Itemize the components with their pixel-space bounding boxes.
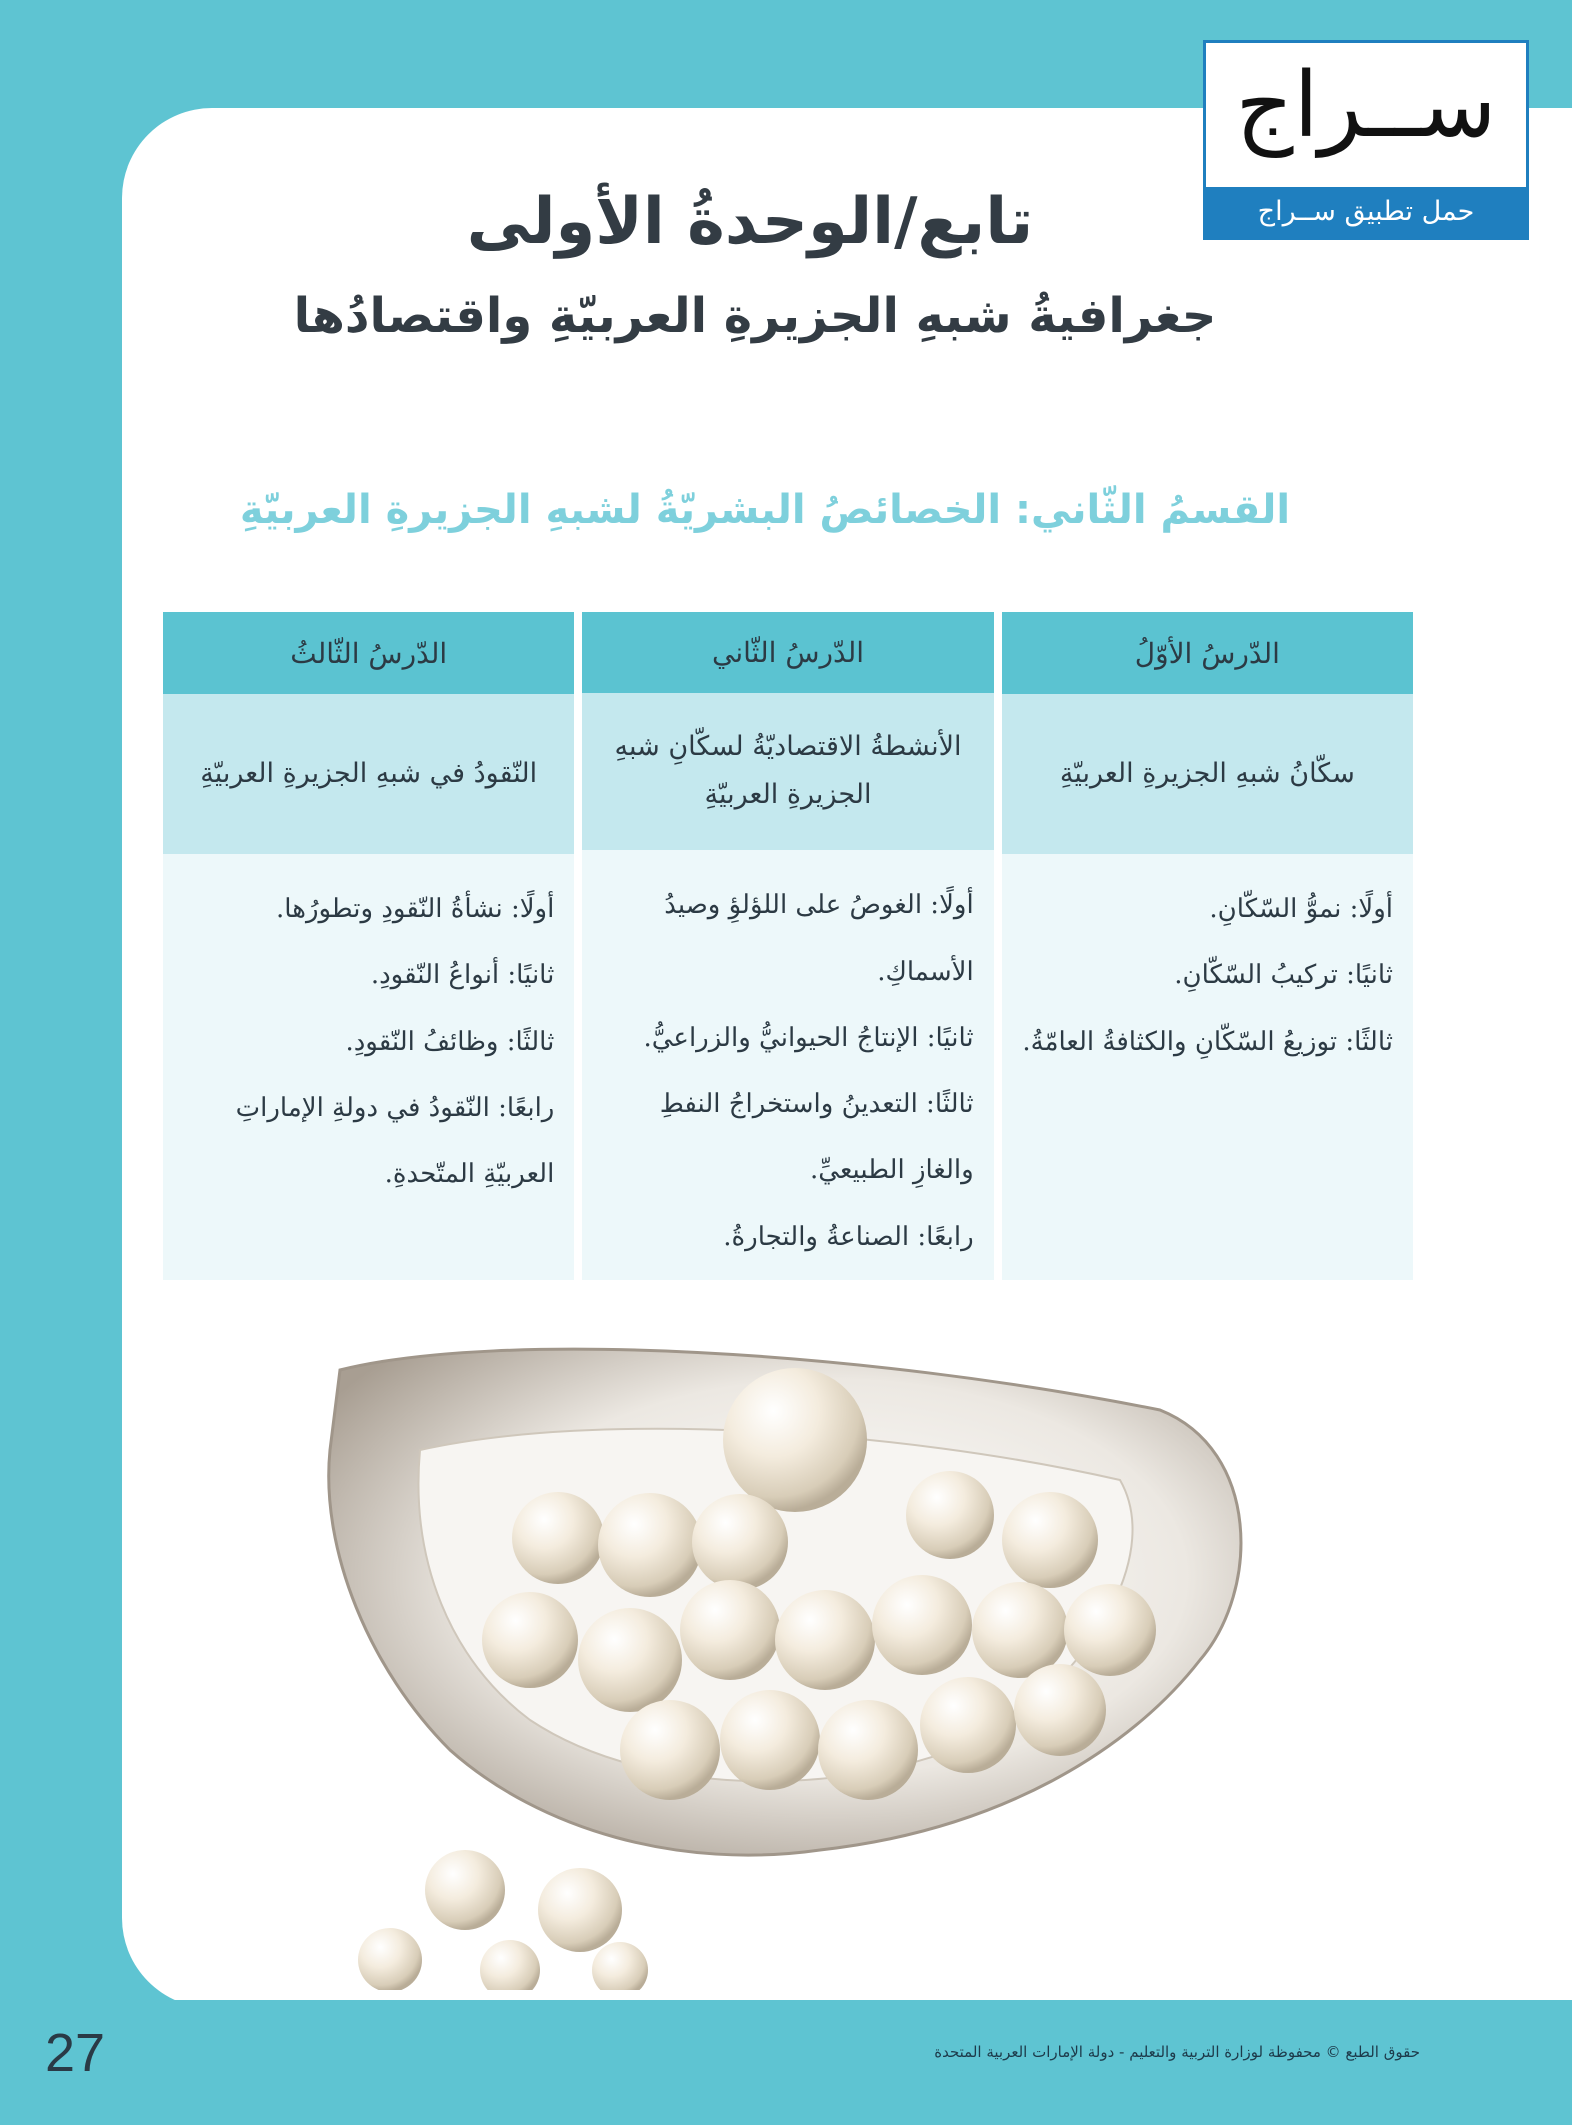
lesson-topic: الأنشطةُ الاقتصاديّةُ لسكّانِ شبهِ الجزيرةِ العربيّةِ [582, 693, 993, 851]
lesson-items [163, 854, 574, 1280]
lesson-column-1 [1002, 612, 1413, 1280]
pearls-oyster-image [300, 1330, 1280, 1990]
lesson-item: ثالثًا: توزيعُ السّكّانِ والكثافةُ العامّةُ. [1022, 1026, 1393, 1057]
lesson-item: أولًا: نموُّ السّكّانِ. [1209, 894, 1393, 924]
lesson-item: رابعًا: الصناعةُ والتجارةُ. [723, 1221, 974, 1252]
lessons-table [163, 612, 1413, 1280]
logo-tagline: حمل تطبيق ســراج [1206, 187, 1526, 237]
lesson-column-2 [582, 612, 993, 1280]
lesson-item: أولًا: الغوصُ على اللؤلؤِ وصيدُ الأسماكِ. [664, 890, 974, 987]
lesson-header: الدّرسُ الثّالثُ [163, 612, 574, 694]
lesson-items [582, 850, 993, 1280]
unit-subtitle: جغرافيةُ شبهِ الجزيرةِ العربيّةِ واقتصادُها [293, 288, 1217, 344]
copyright-notice: حقوق الطبع © محفوظة لوزارة التربية والتعليم - دولة الإمارات العربية المتحدة [934, 2043, 1420, 2061]
section-title: القسمُ الثّاني: الخصائصُ البشريّةُ لشبهِ الجزيرةِ العربيّةِ [239, 487, 1291, 533]
lesson-items [1002, 854, 1413, 1280]
unit-title: تابع/الوحدةُ الأولى [466, 185, 1034, 259]
lesson-item: أولًا: نشأةُ النّقودِ وتطورُها. [276, 894, 555, 924]
lesson-topic: سكّانُ شبهِ الجزيرةِ العربيّةِ [1002, 694, 1413, 854]
lesson-item: رابعًا: النّقودُ في دولةِ الإماراتِ العربيّةِ المتّحدةِ. [235, 1092, 555, 1190]
lesson-item: ثانيًا: تركيبُ السّكّانِ. [1174, 960, 1393, 991]
lesson-item: ثانيًا: الإنتاجُ الحيوانيُّ والزراعيُّ. [643, 1022, 974, 1053]
footer-bar [0, 2000, 1572, 2125]
lesson-item: ثالثًا: وظائفُ النّقودِ. [345, 1026, 555, 1057]
lesson-item: ثانيًا: أنواعُ النّقودِ. [370, 960, 555, 991]
logo-word: ســراج [1235, 53, 1497, 158]
lesson-column-3 [163, 612, 574, 1280]
lesson-header: الدّرسُ الأوّلُ [1002, 612, 1413, 694]
lesson-header: الدّرسُ الثّاني [582, 612, 993, 693]
lesson-item: ثالثًا: التعدينُ واستخراجُ النفطِ والغازِ الطبيعيِّ. [659, 1089, 974, 1186]
lesson-topic: النّقودُ في شبهِ الجزيرةِ العربيّةِ [163, 694, 574, 854]
page-number: 27 [45, 2023, 106, 2083]
